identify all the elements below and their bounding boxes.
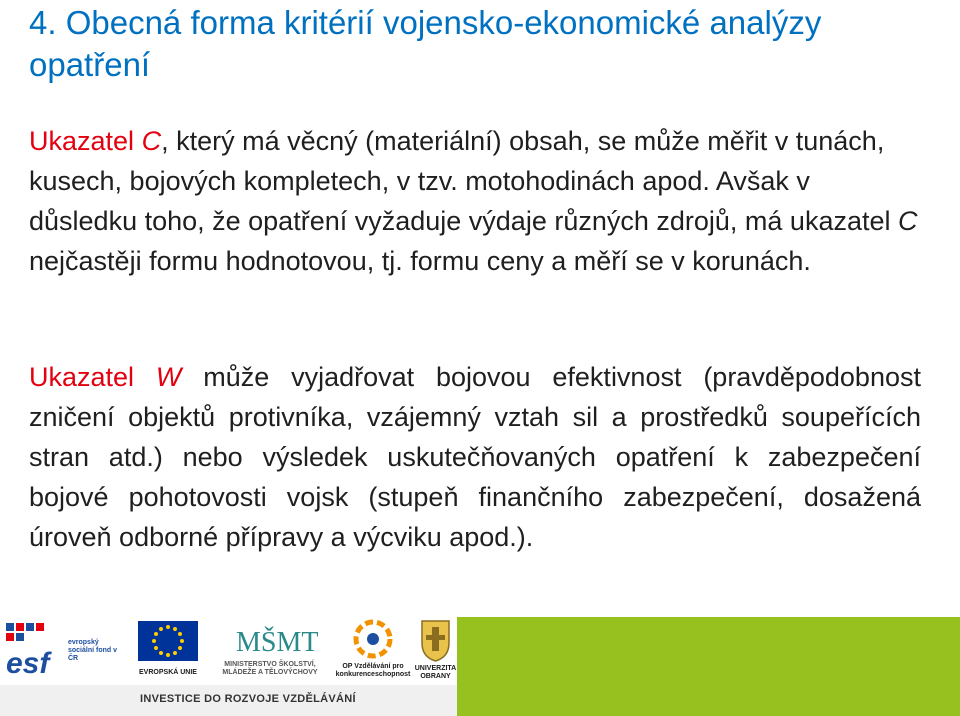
paragraph-indicator-c xyxy=(29,121,921,281)
slide-title: 4. Obecná forma kritérií vojensko-ekonomické analýzy opatření xyxy=(29,4,822,83)
variable-c-inline: C xyxy=(898,206,918,236)
paragraph-text: , který má věcný (materiální) obsah, se může měřit v tunách, kusech, bojových kompletech, v tzv. motohodinách apod. Avšak v důsledku toho, že opatření vyžaduje výdaje různých zdrojů, má ukazatel xyxy=(29,126,891,236)
green-decor-block xyxy=(457,617,960,716)
msmt-caption: MINISTERSTVO ŠKOLSTVÍ, MLÁDEŽE A TĚLOVÝCHOVY xyxy=(222,661,318,676)
paragraph-indicator-w xyxy=(29,357,921,557)
eu-flag-icon xyxy=(128,617,208,667)
eu-logo xyxy=(128,617,208,685)
eu-caption: EVROPSKÁ UNIE xyxy=(139,669,197,676)
investice-banner-text: INVESTICE DO ROZVOJE VZDĚLÁVÁNÍ xyxy=(140,693,356,705)
op-vk-logo xyxy=(333,617,413,685)
label-ukazatel-c: Ukazatel xyxy=(29,126,135,156)
msmt-logo-graphic xyxy=(206,617,330,661)
msmt-logo-text: MŠMT xyxy=(236,627,319,658)
unob-caption: UNIVERZITA OBRANY xyxy=(414,665,457,680)
esf-logo xyxy=(4,617,122,685)
unob-logo xyxy=(414,617,457,685)
investice-banner xyxy=(0,685,457,716)
footer-logo-bar xyxy=(0,617,960,716)
logo-strip xyxy=(0,617,457,685)
paragraph-text: může vyjadřovat bojovou efektivnost (pravděpodobnost zničení objektů protivníka, vzájemný vztah sil a prostředků soupeřících stran atd.) nebo výsledek uskutečňovaných opatření k zabezpečení bojové pohotovosti vojsk (stupeň finančního zabezpečení, dosažená úroveň odborné přípravy a výcviku apod.). xyxy=(29,362,921,552)
op-vk-icon xyxy=(333,617,413,661)
unob-crest-icon xyxy=(414,617,457,663)
label-ukazatel-w: Ukazatel xyxy=(29,362,135,392)
msmt-logo xyxy=(206,617,330,685)
variable-w: W xyxy=(155,362,182,392)
esf-caption: evropský sociální fond v ČR xyxy=(68,639,118,662)
op-vk-caption: OP Vzdělávání pro konkurenceschopnost xyxy=(335,663,411,678)
variable-c: C xyxy=(141,126,162,156)
paragraph-text-end: nejčastěji formu hodnotovou, tj. formu ceny a měří se v korunách. xyxy=(29,246,811,276)
esf-logo-text: esf xyxy=(6,647,50,680)
